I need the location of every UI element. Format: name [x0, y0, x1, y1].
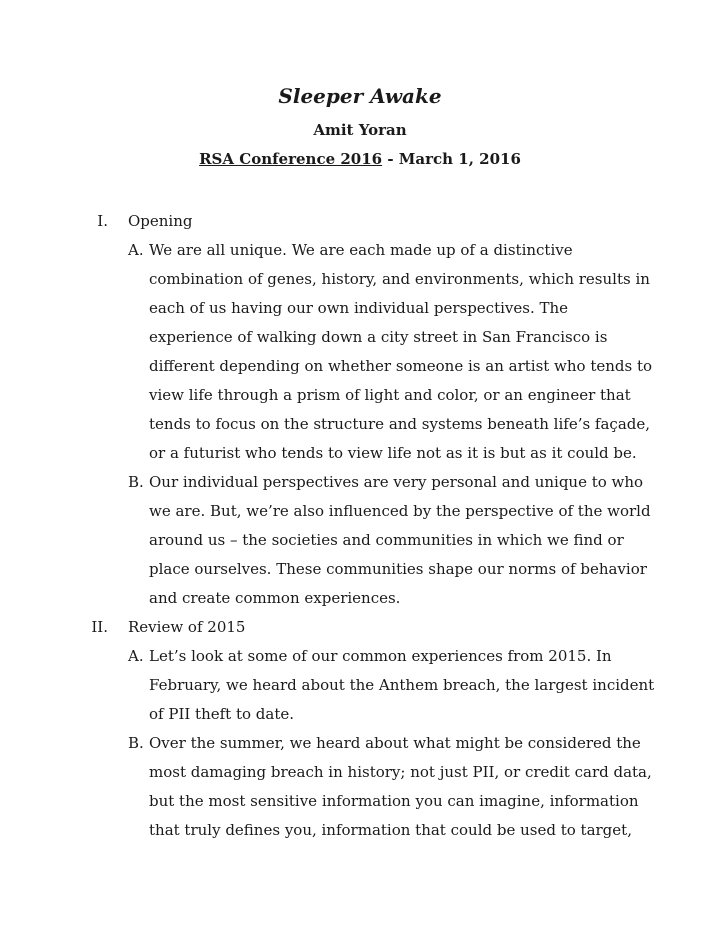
- paragraph-line: view life through a prism of light and color, or an engineer that: [149, 386, 631, 404]
- item-letter: B.: [128, 473, 144, 491]
- paragraph-line: Let’s look at some of our common experiences from 2015. In: [149, 647, 612, 665]
- paragraph-line: experience of walking down a city street in San Francisco is: [149, 328, 608, 346]
- paragraph-line: different depending on whether someone is an artist who tends to: [149, 357, 653, 375]
- section-heading: Opening: [128, 212, 193, 230]
- paragraph-line: place ourselves. These communities shape our norms of behavior: [149, 560, 647, 578]
- section-numeral: I.: [97, 212, 108, 230]
- section-heading: Review of 2015: [128, 618, 246, 636]
- paragraph-line: Over the summer, we heard about what might be considered the: [149, 734, 641, 752]
- paragraph-line: or a futurist who tends to view life not as it is but as it could be.: [149, 444, 637, 462]
- conference-date: March 1, 2016: [398, 150, 521, 168]
- item-letter: B.: [128, 734, 144, 752]
- paragraph-line: Our individual perspectives are very personal and unique to who: [149, 473, 644, 491]
- paragraph-line: of PII theft to date.: [149, 705, 295, 723]
- paragraph-line: combination of genes, history, and environments, which results in: [149, 270, 650, 288]
- item-letter: A.: [128, 241, 144, 259]
- paragraph-line: tends to focus on the structure and systems beneath life’s façade,: [149, 415, 651, 433]
- paragraph-line: but the most sensitive information you can imagine, information: [149, 792, 639, 810]
- section-numeral: II.: [91, 618, 108, 636]
- item-letter: A.: [128, 647, 144, 665]
- paragraph-line: we are. But, we’re also influenced by the perspective of the world: [149, 502, 651, 520]
- conference-name: RSA Conference 2016: [199, 150, 383, 168]
- document-title: Sleeper Awake: [278, 84, 442, 108]
- paragraph-line: around us – the societies and communities in which we find or: [149, 531, 624, 549]
- paragraph-line: each of us having our own individual perspectives. The: [149, 299, 569, 317]
- paragraph-line: that truly defines you, information that could be used to target,: [149, 821, 632, 839]
- paragraph-line: most damaging breach in history; not just PII, or credit card data,: [149, 763, 652, 781]
- conference-line: [0, 150, 720, 168]
- paragraph-line: February, we heard about the Anthem breach, the largest incident: [149, 676, 655, 694]
- paragraph-line: We are all unique. We are each made up of a distinctive: [149, 241, 573, 259]
- document-author: Amit Yoran: [313, 121, 407, 139]
- paragraph-line: and create common experiences.: [149, 589, 401, 607]
- conference-separator: -: [382, 150, 399, 168]
